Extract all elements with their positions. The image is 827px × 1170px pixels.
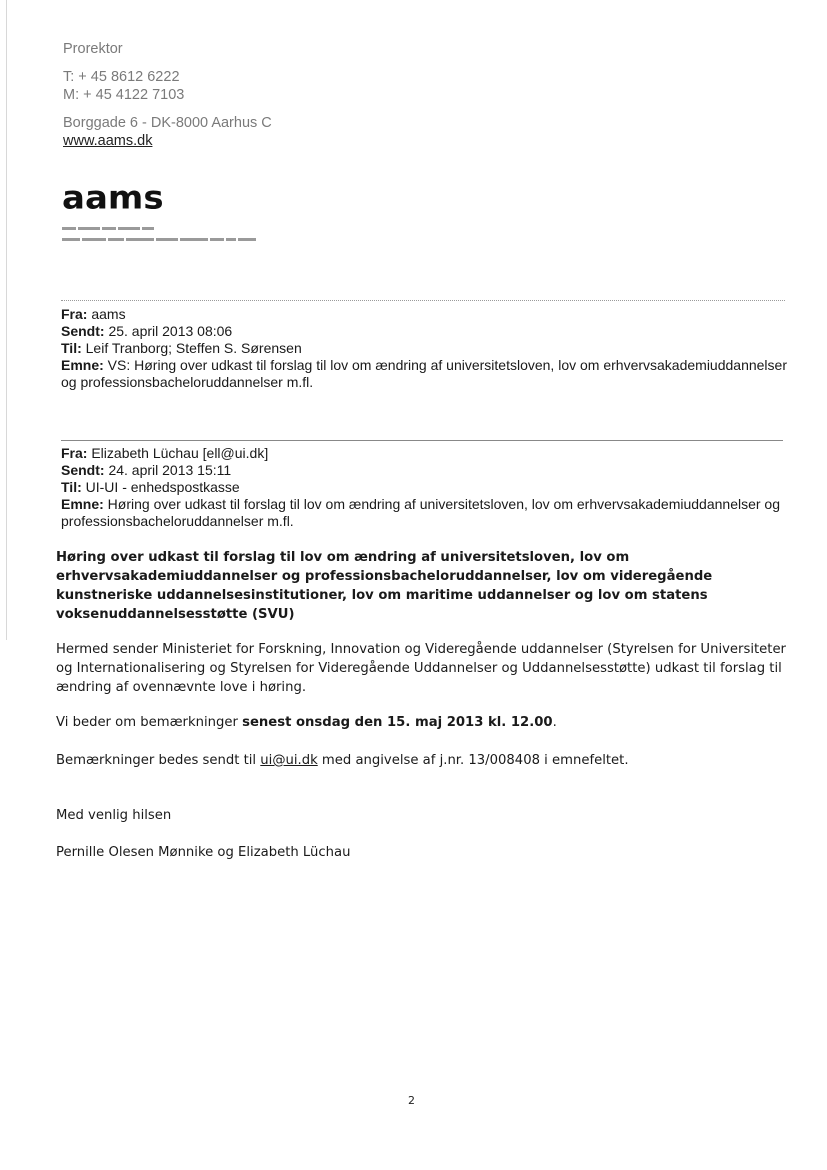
- closing-greeting: Med venlig hilsen: [56, 808, 172, 823]
- fra-label: Fra:: [61, 445, 88, 461]
- email-separator-2: [61, 440, 783, 441]
- signature-address: Borggade 6 - DK-8000 Aarhus C: [63, 115, 272, 131]
- body-heading: Høring over udkast til forslag til lov om ændring af universitetsloven, lov om erhvervsakademiuddannelser og professionsbacheloruddannelser, lov om videregående kunstneriske uddannelsesinstitutioner, lov om maritime uddannelser og lov om statens voksenuddannelsesstøtte (SVU): [56, 550, 713, 622]
- emne-value: VS: Høring over udkast til forslag til lov om ændring af universitetsloven, lov om erhvervsakademiuddannelser og professionsbacheloruddannelser m.fl.: [61, 357, 787, 390]
- email-separator-1: [61, 300, 785, 301]
- signature-website-link[interactable]: www.aams.dk: [63, 133, 153, 149]
- deadline-text: senest onsdag den 15. maj 2013 kl. 12.00: [242, 715, 553, 730]
- til-value: UI-UI - enhedspostkasse: [81, 479, 240, 495]
- body-paragraph-2: [56, 713, 786, 732]
- body-paragraph-3: [56, 751, 786, 770]
- emne-label: Emne:: [61, 496, 104, 512]
- para2-text: Vi beder om bemærkninger: [56, 715, 243, 730]
- fra-value: aams: [87, 306, 126, 322]
- emne-label: Emne:: [61, 357, 104, 373]
- til-label: Til:: [61, 479, 82, 495]
- para3-end: med angivelse af j.nr. 13/008408 i emnefeltet.: [317, 753, 629, 768]
- para2-end: .: [552, 715, 557, 730]
- signature-phone-t: T: + 45 8612 6222: [63, 69, 180, 85]
- fra-value: Elizabeth Lüchau [ell@ui.dk]: [87, 445, 269, 461]
- sendt-label: Sendt:: [61, 462, 105, 478]
- logo-subtitle-illegible: [62, 224, 272, 246]
- page-number: 2: [408, 1094, 415, 1107]
- sendt-label: Sendt:: [61, 323, 105, 339]
- sendt-value: 24. april 2013 15:11: [104, 462, 232, 478]
- til-label: Til:: [61, 340, 82, 356]
- body-paragraph-1: Hermed sender Ministeriet for Forskning, Innovation og Videregående uddannelser (Styrelsen for Universiteter og Internationalisering og Styrelsen for Videregående Uddannelser og Uddannelsesstøtte) udkast til forslag til ændring af ovennævnte love i høring.: [56, 642, 786, 695]
- email-link[interactable]: ui@ui.dk: [260, 753, 318, 768]
- signature-title: Prorektor: [63, 41, 123, 57]
- scan-edge-line: [6, 0, 7, 640]
- email-header-2: [61, 445, 796, 530]
- signature-phone-m: M: + 45 4122 7103: [63, 87, 185, 103]
- sendt-value: 25. april 2013 08:06: [104, 323, 233, 339]
- aams-logo: aams: [62, 179, 164, 217]
- fra-label: Fra:: [61, 306, 88, 322]
- emne-value: Høring over udkast til forslag til lov om ændring af universitetsloven, lov om erhvervsakademiuddannelser og professionsbacheloruddannelser m.fl.: [61, 496, 781, 529]
- signature-block: [63, 40, 463, 150]
- til-value: Leif Tranborg; Steffen S. Sørensen: [81, 340, 302, 356]
- signers: Pernille Olesen Mønnike og Elizabeth Lüchau: [56, 845, 351, 860]
- para3-text: Bemærkninger bedes sendt til: [56, 753, 261, 768]
- email-header-1: [61, 306, 796, 391]
